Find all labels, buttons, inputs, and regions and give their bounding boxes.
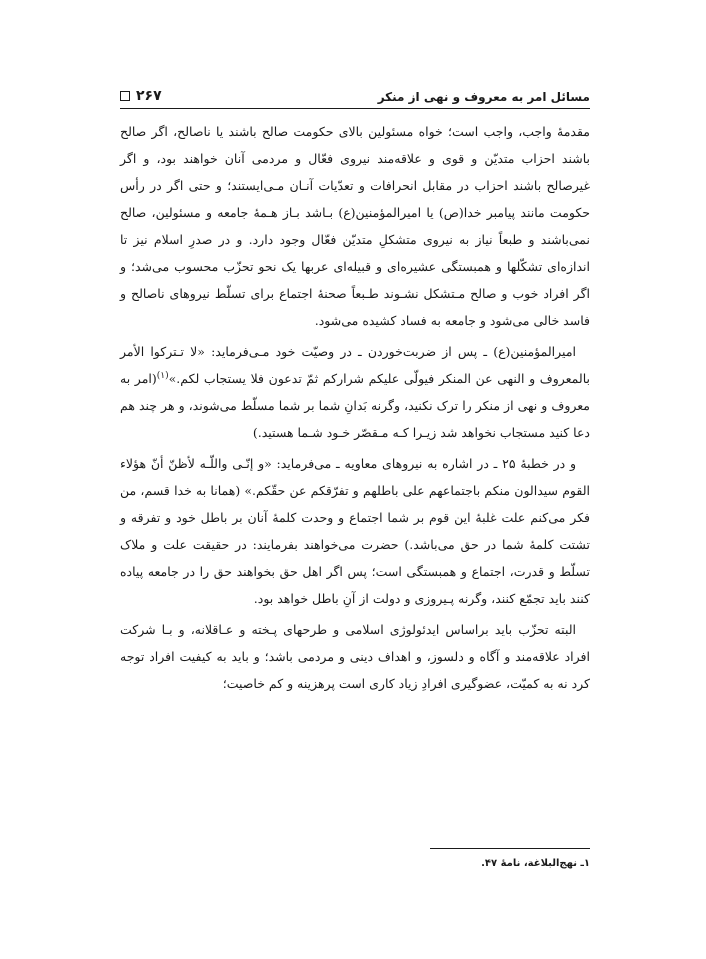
paragraph-1: مقدمهٔ واجب، واجب است؛ خواه مسئولین بالای حکومت صالح باشند یا ناصالح، اگر صالح باشند احزاب متدیّن و قوی و علاقه‌مند نیروی فعّال و مردمی آنان خواهند بود، و اگر غیرصالح باشند احزاب در مقابل انحرافات و تعدّیات آنـان مـی‌ایستند؛ و حتی اگر در رأس حکومت مانند پیامبر خدا(ص) یا امیرالمؤمنین(ع) بـاشد بـاز هـمهٔ جامعه و مسئولین، صالح نمی‌باشند و طبعاً نیاز به نیروی متشکلِ متدیّن فعّال وجود دارد. و در صدرِ اسلام نیز تا اندازه‌ای تشکّلها و همبستگی عشیره‌ای و قبیله‌ای عربها یک نحو تحزّب محسوب می‌شد؛ و اگر افراد خوب و صالح مـتشکل نشـوند طـبعاً صحنهٔ اجتماع برای تسلّط نیروهای ناصالح و فاسد خالی می‌شود و جامعه به فساد کشیده می‌شود. bbox=[120, 124, 590, 328]
footnote-divider bbox=[430, 848, 590, 849]
paragraph-2-main: امیرالمؤمنین(ع) ـ پس از ضربت‌خوردن ـ در وصیّت خود مـی‌فرماید: «لا تـترکوا الأمر بالمعروف و النهی عن المنکر فیولّی علیکم شرارکم ثمّ تدعون فلا یستجاب لکم.» bbox=[120, 344, 590, 386]
body-text bbox=[120, 118, 590, 701]
page-header bbox=[120, 78, 590, 109]
page-number-group bbox=[120, 88, 162, 104]
footnote-reference: (۱) bbox=[156, 370, 169, 381]
paragraph-2-rest: (امر به معروف و نهی از منکر را ترک نکنید، وگرنه بَدانِ شما بر شما مسلّط می‌شوند، و هر چند هم دعا کنید مستجاب نخواهد شد زیـرا کـه مـقصّر خـود شـما هستید.) bbox=[120, 371, 590, 440]
page-number: ۲۶۷ bbox=[136, 88, 162, 104]
paragraph-4: البته تحزّب باید براساس ایدئولوژی اسلامی و طرحهای پـخته و عـاقلانه، و بـا شرکت افراد علاقه‌مند و آگاه و دلسوز، و اهداف دینی و مردمی باشد؛ و باید به کیفیت افراد توجه کرد نه به کمیّت، عضوگیری افرادِ زیاد کاری است پرهزینه و کم خاصیت؛ bbox=[120, 622, 590, 691]
running-title: مسائل امر به معروف و نهی از منکر bbox=[377, 90, 590, 104]
paragraph-2 bbox=[120, 338, 590, 446]
square-icon bbox=[120, 91, 130, 101]
paragraph-3: و در خطبهٔ ۲۵ ـ در اشاره به نیروهای معاویه ـ می‌فرماید: «و إنّـی واللّـه لأظنّ أنّ هؤلاء القوم سیدالون منکم باجتماعهم علی باطلهم و تفرّقکم عن حقّکم.» (همانا به خدا قسم، من فکر می‌کنم علت غلبهٔ این قوم بر شما اجتماع و وحدت کلمهٔ آنان بر باطل خود و تفرقه و تشتت کلمهٔ شما در حق می‌باشد.) حضرت می‌خواهند بفرمایند: در حقیقت علت و ملاک تسلّط و قدرت، اجتماع و همبستگی است؛ پس اگر اهل حق بخواهند حق را در جامعه پیاده کنند باید تجمّع کنند، وگرنه پـیروزی و دولت از آنِ باطل خواهد بود. bbox=[120, 456, 590, 606]
footnote: ۱ـ نهج‌البلاغة، نامهٔ ۴۷. bbox=[481, 858, 590, 869]
